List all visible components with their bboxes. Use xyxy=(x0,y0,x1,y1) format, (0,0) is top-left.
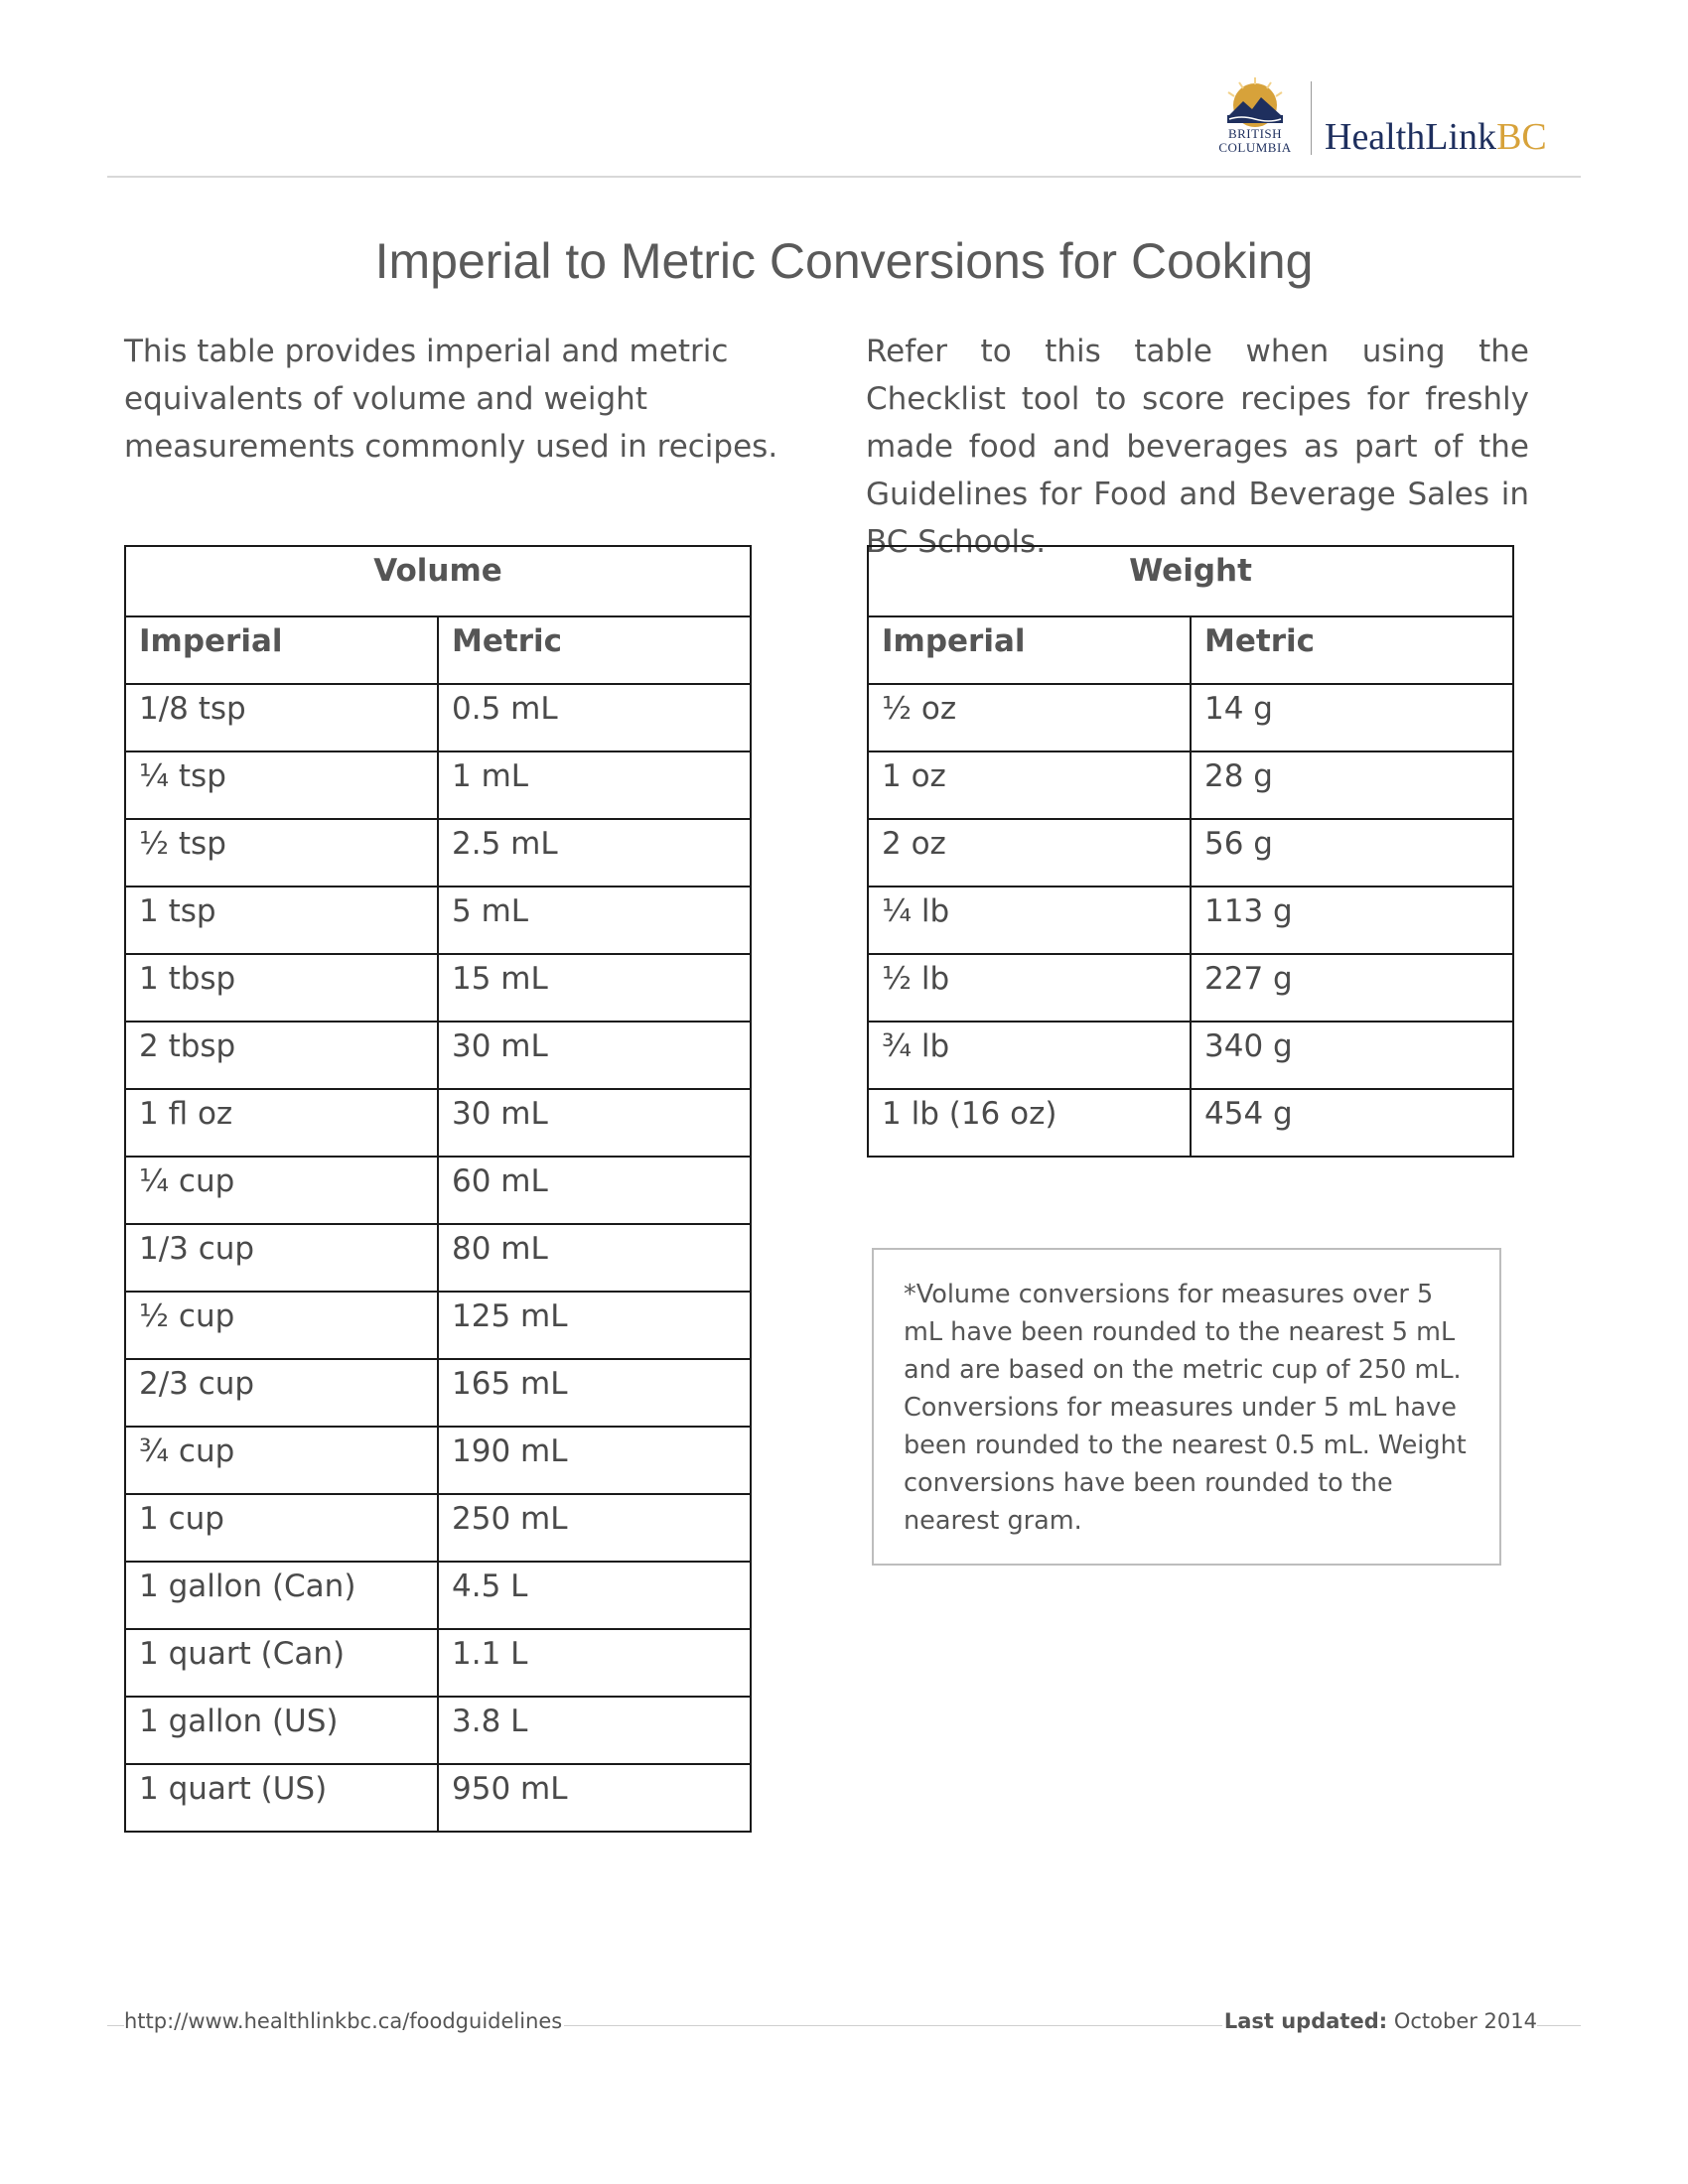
table-row xyxy=(868,751,1513,819)
table-row xyxy=(125,1022,751,1089)
imperial-cell: 2 tbsp xyxy=(125,1022,438,1089)
table-row xyxy=(125,1494,751,1562)
imperial-cell: 1 gallon (Can) xyxy=(125,1562,438,1629)
table-row xyxy=(125,1427,751,1494)
healthlinkbc-logo xyxy=(1207,75,1551,165)
metric-cell: 3.8 L xyxy=(438,1697,751,1764)
table-row xyxy=(868,954,1513,1022)
rounding-note: *Volume conversions for measures over 5 mL have been rounded to the nearest 5 mL and are based on the metric cup of 250 mL. Conversions for measures under 5 mL have been rounded to the nearest 0.5 mL. Weight conversions have been rounded to the nearest gram. xyxy=(872,1248,1501,1566)
table-row xyxy=(125,1562,751,1629)
table-row xyxy=(125,1697,751,1764)
bc-line1: BRITISH xyxy=(1227,126,1283,141)
imperial-cell: 2 oz xyxy=(868,819,1191,887)
metric-cell: 0.5 mL xyxy=(438,684,751,751)
imperial-cell: 1 quart (Can) xyxy=(125,1629,438,1697)
metric-cell: 56 g xyxy=(1191,819,1513,887)
metric-cell: 28 g xyxy=(1191,751,1513,819)
metric-cell: 60 mL xyxy=(438,1157,751,1224)
imperial-cell: ¼ tsp xyxy=(125,751,438,819)
metric-cell: 1 mL xyxy=(438,751,751,819)
bc-line2: COLUMBIA xyxy=(1218,140,1292,155)
table-row xyxy=(125,819,751,887)
table-row xyxy=(868,1022,1513,1089)
weight-table xyxy=(867,545,1514,1158)
last-updated-label: Last updated: xyxy=(1223,2009,1388,2033)
weight-header-metric: Metric xyxy=(1191,616,1513,684)
imperial-cell: ½ cup xyxy=(125,1292,438,1359)
bc-wordmark xyxy=(1207,127,1303,155)
volume-caption: Volume xyxy=(125,546,751,616)
intro-right-paragraph: Refer to this table when using the Checklist tool to score recipes for freshly made food and beverages as part of the Guidelines for Food and Beverage Sales in BC Schools. xyxy=(866,334,1529,560)
imperial-cell: ¼ cup xyxy=(125,1157,438,1224)
volume-header-metric: Metric xyxy=(438,616,751,684)
imperial-cell: ½ oz xyxy=(868,684,1191,751)
healthlinkbc-wordmark xyxy=(1325,115,1547,159)
table-row xyxy=(125,887,751,954)
table-row xyxy=(125,1764,751,1832)
imperial-cell: 2/3 cup xyxy=(125,1359,438,1427)
imperial-cell: 1/3 cup xyxy=(125,1224,438,1292)
table-row xyxy=(125,751,751,819)
metric-cell: 15 mL xyxy=(438,954,751,1022)
volume-table xyxy=(124,545,752,1833)
metric-cell: 14 g xyxy=(1191,684,1513,751)
metric-cell: 30 mL xyxy=(438,1022,751,1089)
metric-cell: 250 mL xyxy=(438,1494,751,1562)
imperial-cell: ¾ lb xyxy=(868,1022,1191,1089)
bc-sun-mountains-icon xyxy=(1219,75,1291,127)
imperial-cell: ¼ lb xyxy=(868,887,1191,954)
metric-cell: 340 g xyxy=(1191,1022,1513,1089)
metric-cell: 4.5 L xyxy=(438,1562,751,1629)
weight-caption: Weight xyxy=(868,546,1513,616)
table-row xyxy=(125,684,751,751)
metric-cell: 125 mL xyxy=(438,1292,751,1359)
metric-cell: 30 mL xyxy=(438,1089,751,1157)
table-row xyxy=(125,1629,751,1697)
metric-cell: 454 g xyxy=(1191,1089,1513,1157)
footer-url[interactable]: http://www.healthlinkbc.ca/foodguidelines xyxy=(124,2009,563,2033)
volume-table-body xyxy=(125,684,751,1832)
metric-cell: 165 mL xyxy=(438,1359,751,1427)
imperial-cell: 1 oz xyxy=(868,751,1191,819)
table-row xyxy=(125,1224,751,1292)
imperial-cell: 1 cup xyxy=(125,1494,438,1562)
metric-cell: 80 mL xyxy=(438,1224,751,1292)
metric-cell: 227 g xyxy=(1191,954,1513,1022)
metric-cell: 1.1 L xyxy=(438,1629,751,1697)
imperial-cell: 1 tsp xyxy=(125,887,438,954)
wordmark-main: HealthLink xyxy=(1325,116,1497,158)
imperial-cell: ¾ cup xyxy=(125,1427,438,1494)
imperial-cell: 1 lb (16 oz) xyxy=(868,1089,1191,1157)
page-title: Imperial to Metric Conversions for Cooking xyxy=(374,233,1314,289)
imperial-cell: ½ tsp xyxy=(125,819,438,887)
last-updated-value: October 2014 xyxy=(1393,2009,1537,2033)
table-row xyxy=(868,684,1513,751)
volume-header-imperial: Imperial xyxy=(125,616,438,684)
metric-cell: 2.5 mL xyxy=(438,819,751,887)
imperial-cell: 1 fl oz xyxy=(125,1089,438,1157)
table-row xyxy=(868,819,1513,887)
imperial-cell: 1 quart (US) xyxy=(125,1764,438,1832)
table-row xyxy=(868,887,1513,954)
imperial-cell: 1 gallon (US) xyxy=(125,1697,438,1764)
imperial-cell: 1 tbsp xyxy=(125,954,438,1022)
table-row xyxy=(125,954,751,1022)
header-rule xyxy=(107,176,1581,178)
table-row xyxy=(125,1089,751,1157)
footer-last-updated xyxy=(1222,2009,1537,2033)
table-row xyxy=(868,1089,1513,1157)
intro-left-paragraph: This table provides imperial and metric equivalents of volume and weight measurements commonly used in recipes. xyxy=(124,334,778,465)
weight-header-imperial: Imperial xyxy=(868,616,1191,684)
weight-table-body xyxy=(868,684,1513,1157)
metric-cell: 190 mL xyxy=(438,1427,751,1494)
metric-cell: 113 g xyxy=(1191,887,1513,954)
metric-cell: 950 mL xyxy=(438,1764,751,1832)
logo-divider xyxy=(1311,81,1312,155)
metric-cell: 5 mL xyxy=(438,887,751,954)
wordmark-accent: BC xyxy=(1496,116,1547,158)
imperial-cell: 1/8 tsp xyxy=(125,684,438,751)
imperial-cell: ½ lb xyxy=(868,954,1191,1022)
table-row xyxy=(125,1292,751,1359)
table-row xyxy=(125,1157,751,1224)
table-row xyxy=(125,1359,751,1427)
